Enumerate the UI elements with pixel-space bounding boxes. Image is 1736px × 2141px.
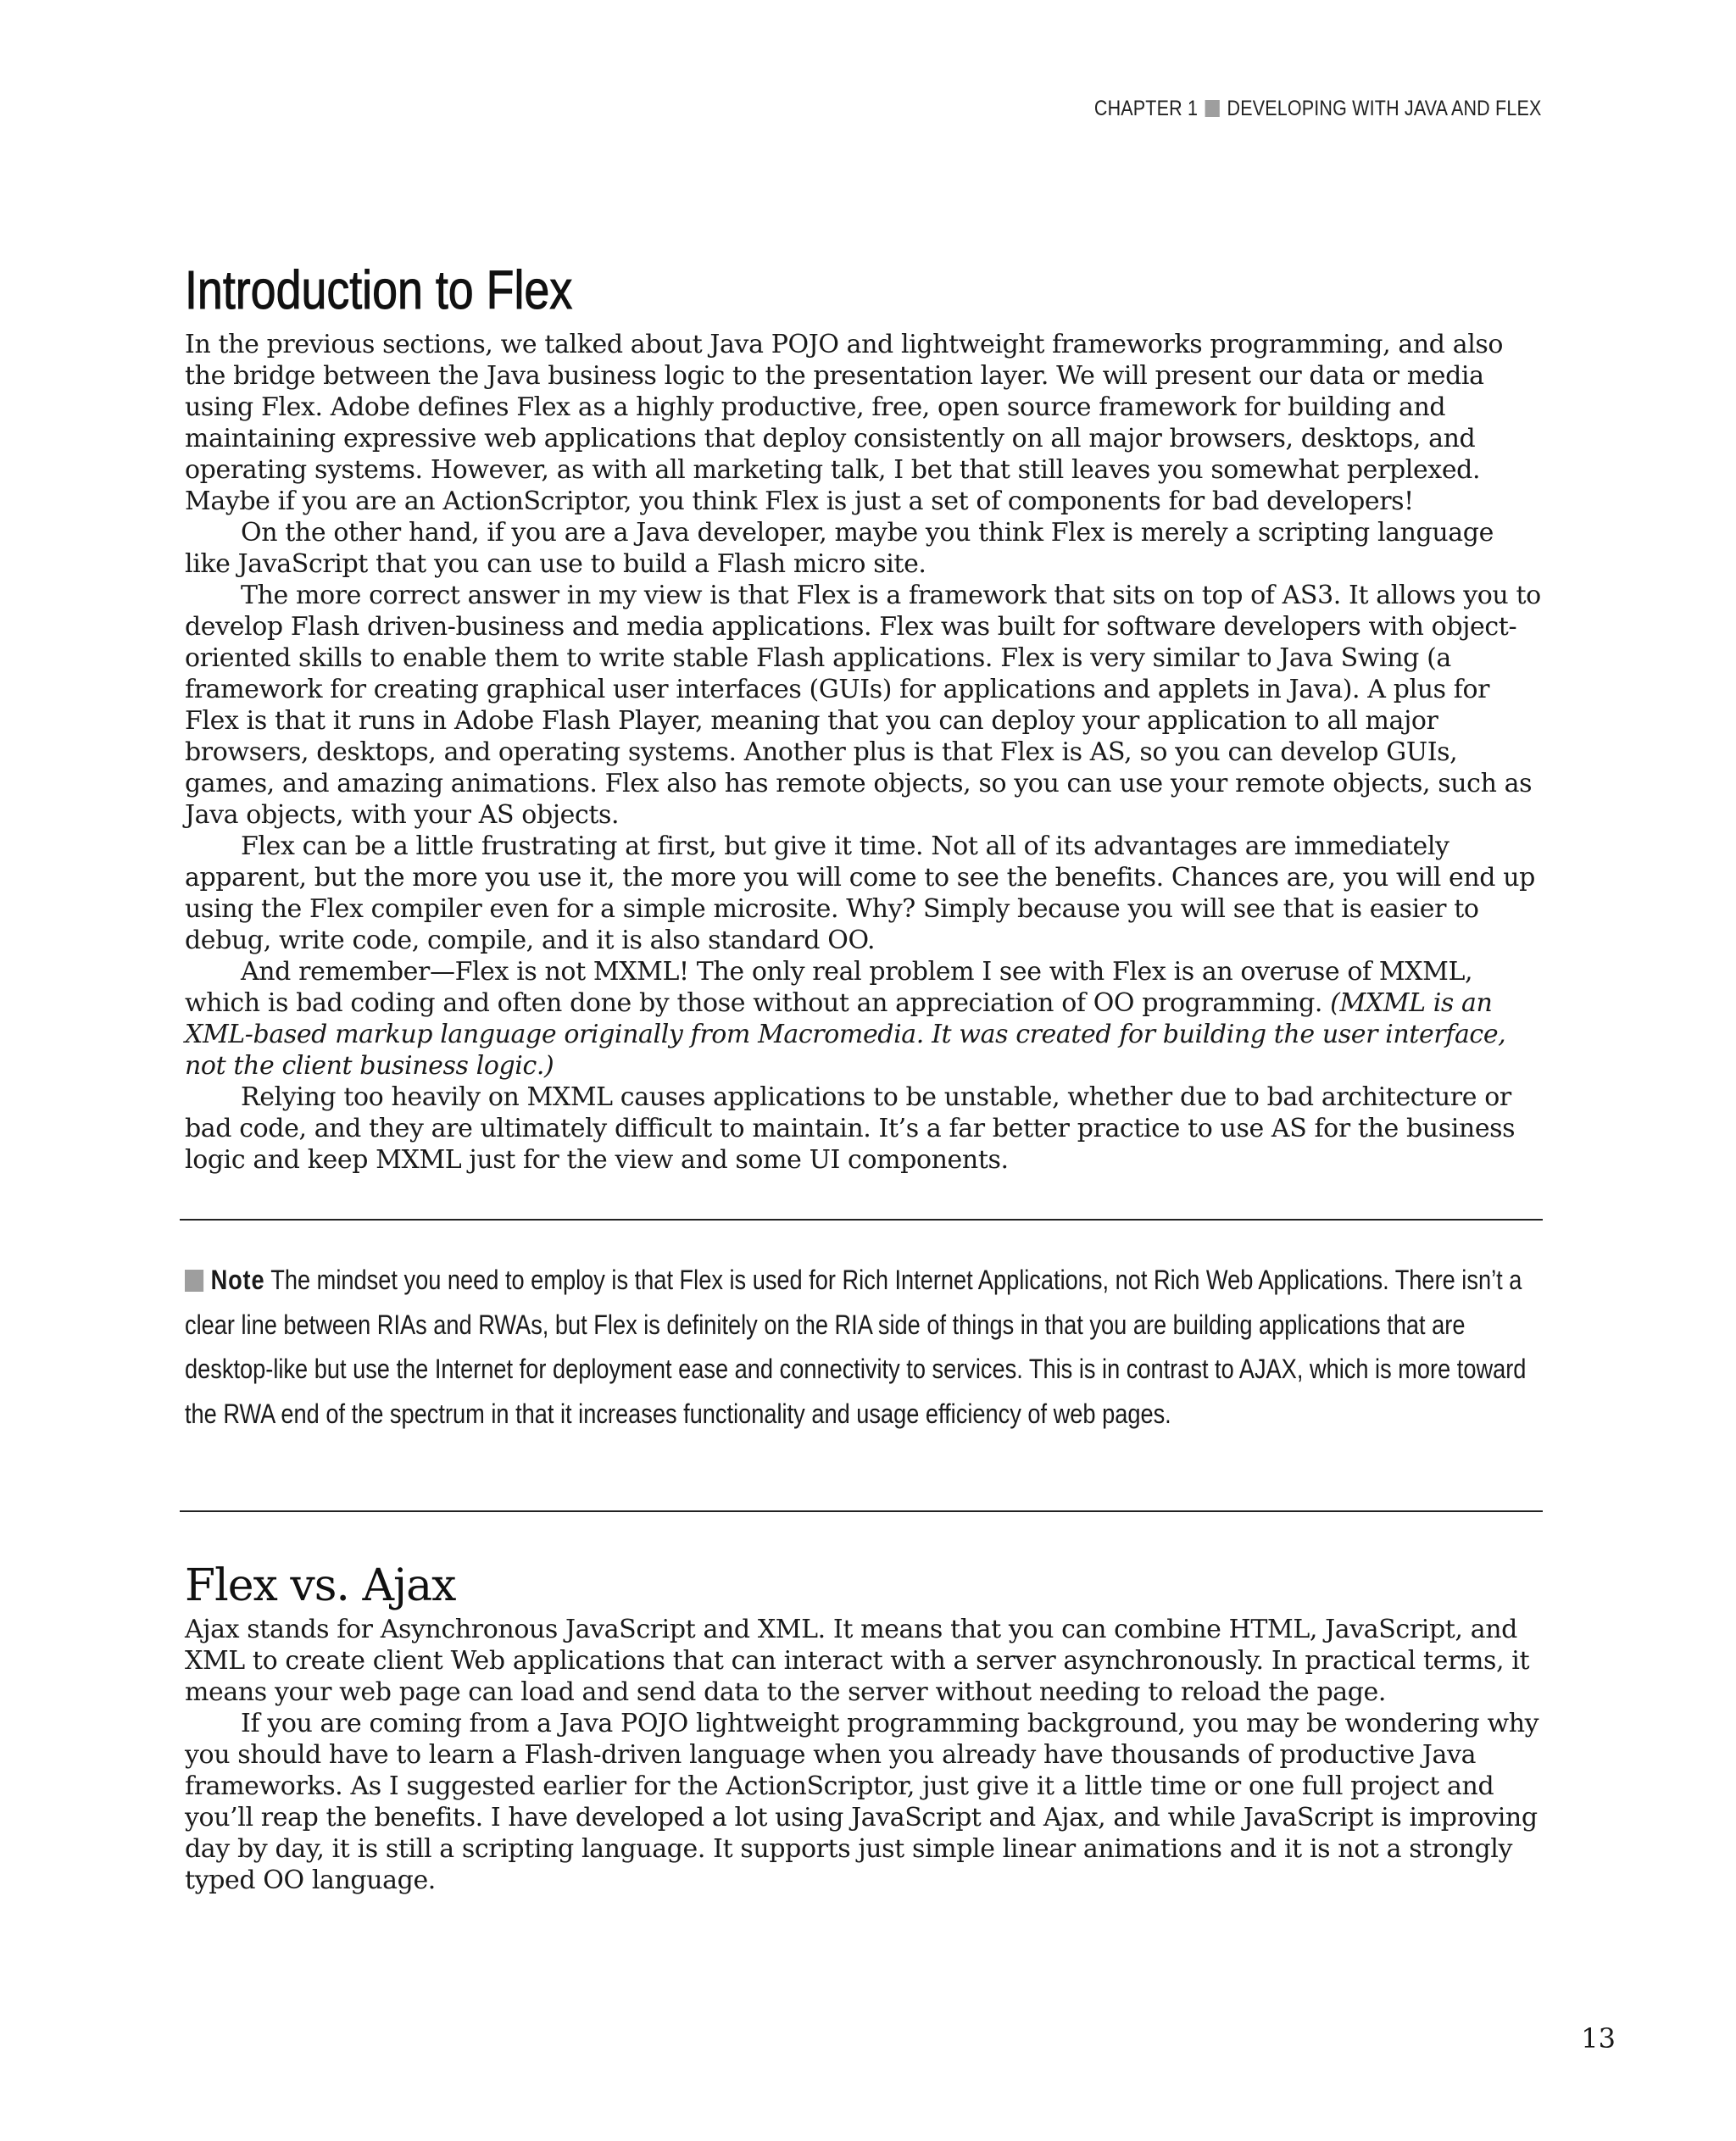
chapter-number: CHAPTER 1 [1093, 97, 1198, 120]
separator-square-icon [1205, 100, 1219, 117]
paragraph: Relying too heavily on MXML causes applications to be unstable, whether due to bad architecture or bad code, and they are ultimately difficult to maintain. It’s a far better practice to use AS for the business logic and keep MXML just for the view and some UI components. [185, 1082, 1516, 1175]
paragraph: Ajax stands for Asynchronous JavaScript and XML. It means that you can combine HTML, JavaScript, and XML to create client Web applications that can interact with a server asynchronously. In practical terms, it means your web page can load and send data to the server without needing to reload the page. [185, 1615, 1530, 1707]
paragraph: Flex can be a little frustrating at first, but give it time. Not all of its advantages are immediately apparent, but the more you use it, the more you will come to see the benefits. Chances are, you will end up using the Flex compiler even for a simple microsite. Why? Simply because you will see that is easier to debug, write code, compile, and it is also standard OO. [185, 831, 1535, 955]
note-box [180, 1219, 1543, 1512]
paragraph: The more correct answer in my view is that Flex is a framework that sits on top of AS3. It allows you to develop Flash driven-business and media applications. Flex was built for software developers with object-oriented skills to enable them to write stable Flash applications. Flex is very similar to Java Swing (a framework for creating graphical user interfaces (GUIs) for applications and applets in Java). A plus for Flex is that it runs in Adobe Flash Player, meaning that you can deploy your application to all major browsers, desktops, and operating systems. Another plus is that Flex is AS, so you can develop GUIs, games, and amazing animations. Flex also has remote objects, so you can use your remote objects, such as Java objects, with your AS objects. [185, 581, 1541, 830]
paragraph-mxml [185, 956, 1541, 1082]
section-introduction [185, 251, 1541, 1176]
paragraph: In the previous sections, we talked about Java POJO and lightweight frameworks programming, and also the bridge between the Java business logic to the presentation layer. We will present our data or media using Flex. Adobe defines Flex as a highly productive, free, open source framework for building and maintaining expressive web applications that deploy consistently on all major browsers, desktops, and operating systems. However, as with all marketing talk, I bet that still leaves you somewhat perplexed. Maybe if you are an ActionScriptor, you think Flex is just a set of components for bad developers! [185, 330, 1504, 516]
note-text: The mindset you need to employ is that Flex is used for Rich Internet Applications, not Rich Web Applications. There isn’t a clear line between RIAs and RWAs, but Flex is definitely on the RIA side of things in that you are building applications that are desktop-like but use the Internet for deployment ease and connectivity to services. This is in contrast to AJAX, which is more toward the RWA end of the spectrum in that it increases functionality and usage efficiency of web pages. [185, 1265, 1527, 1429]
note-label: Note [210, 1265, 265, 1295]
section-heading-introduction-to-flex: Introduction to Flex [185, 259, 573, 320]
page-number: 13 [1581, 2022, 1616, 2055]
note-content [185, 1258, 1547, 1436]
paragraph-text: And remember—Flex is not MXML! The only real problem I see with Flex is an overuse of MXML, which is bad coding and often done by those without an appreciation of OO programming. [185, 957, 1473, 1018]
mxml-aside: (MXML is an XML-based markup language originally from Macromedia. It was created for building the user interface, not the client business logic.) [185, 988, 1506, 1081]
paragraph: If you are coming from a Java POJO lightweight programming background, you may be wondering why you should have to learn a Flash-driven language when you already have thousands of productive Java frameworks. As I suggested earlier for the ActionScriptor, just give it a little time or one full project and you’ll reap the benefits. I have developed a lot using JavaScript and Ajax, and while JavaScript is improving day by day, it is still a scripting language. It supports just simple linear animations and it is not a strongly typed OO language. [185, 1709, 1539, 1895]
chapter-title: DEVELOPING WITH JAVA AND FLEX [1227, 97, 1541, 120]
running-head [1093, 97, 1541, 121]
section-heading-flex-vs-ajax: Flex vs. Ajax [185, 1560, 456, 1611]
section-flex-vs-ajax [185, 1558, 1541, 1896]
paragraph: On the other hand, if you are a Java developer, maybe you think Flex is merely a scripting language like JavaScript that you can use to build a Flash micro site. [185, 518, 1494, 579]
section-body [185, 329, 1541, 1176]
note-square-icon [185, 1270, 203, 1292]
section-body [185, 1614, 1541, 1896]
